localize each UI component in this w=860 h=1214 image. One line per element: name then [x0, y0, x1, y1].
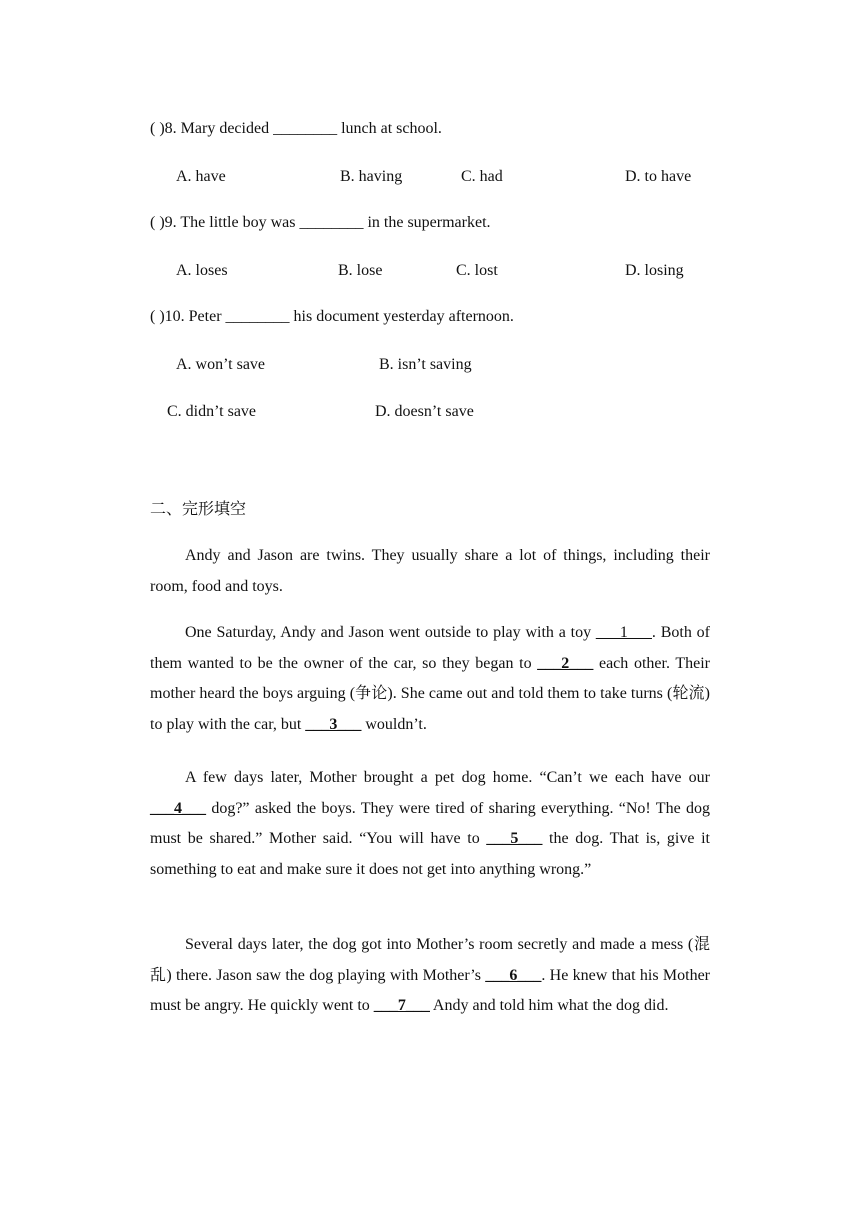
blank-4: ___4___ — [150, 799, 206, 817]
question-8-option-d: D. to have — [625, 168, 692, 185]
question-9-option-a: A. loses — [176, 262, 228, 279]
question-9-option-d: D. losing — [625, 262, 684, 279]
passage-p1-text: Andy and Jason are twins. They usually share a lot of things, including their room, food and toys. — [150, 547, 710, 595]
question-8-stem: ( )8. Mary decided ________ lunch at school. — [150, 120, 442, 137]
question-10-option-a: A. won’t save — [176, 356, 266, 373]
question-9-stem: ( )9. The little boy was ________ in the supermarket. — [150, 214, 491, 231]
question-10-option-d: D. doesn’t save — [375, 403, 474, 420]
question-9-option-b: B. lose — [338, 262, 383, 279]
passage-p4-text-a: Several days later, the dog got into Mother’s room secretly and made a mess (混乱) there. Jason saw the dog playing with Mother’s — [150, 936, 710, 984]
passage-p4-text-c: Andy and told him what the dog did. — [429, 997, 669, 1014]
blank-3: ___3___ — [305, 715, 362, 733]
blank-1: ___1___ — [595, 624, 652, 641]
blank-7: ___7___ — [373, 997, 430, 1014]
passage-paragraph-4 — [150, 930, 710, 1022]
passage-paragraph-1 — [150, 541, 710, 602]
question-8-option-b: B. having — [340, 168, 403, 185]
passage-p3-text-a: A few days later, Mother brought a pet dog home. “Can’t we each have our — [185, 769, 710, 786]
passage-p4-text-b: . He knew that his Mother must be angry. He quickly went to — [150, 966, 710, 1014]
passage-paragraph-2 — [150, 618, 710, 740]
passage-p3-text-b: dog?” asked the boys. They were tired of sharing everything. “No! The dog must be shared.” Mother said. “You will have to — [150, 799, 710, 847]
passage-p2-text-a: One Saturday, Andy and Jason went outside to play with a toy — [185, 624, 596, 641]
question-10-option-b: B. isn’t saving — [379, 356, 472, 373]
question-8-option-a: A. have — [176, 168, 226, 185]
blank-5: ___5___ — [486, 830, 543, 847]
passage-p3-text-c: the dog. That is, give it something to eat and make sure it does not get into anything wrong.” — [150, 830, 711, 878]
question-8-option-c: C. had — [461, 168, 503, 185]
passage-p2-text-d: each other. Their mother heard the boys arguing (争论). She came out and told them to take turns (轮流) to play with the car, but — [150, 654, 710, 733]
section-title: 二、完形填空 — [150, 501, 247, 518]
passage-paragraph-3 — [150, 763, 710, 885]
question-10-option-c: C. didn’t save — [167, 403, 257, 420]
passage-p2-text-c: . Both of them wanted to be the owner of the car, so they began to — [150, 624, 710, 672]
blank-2: ___2___ — [537, 654, 594, 672]
question-9-option-c: C. lost — [456, 262, 498, 279]
question-10-stem: ( )10. Peter ________ his document yesterday afternoon. — [150, 308, 514, 325]
blank-6: ___6___ — [485, 966, 542, 984]
passage-p2-text-e: wouldn’t. — [361, 715, 427, 733]
